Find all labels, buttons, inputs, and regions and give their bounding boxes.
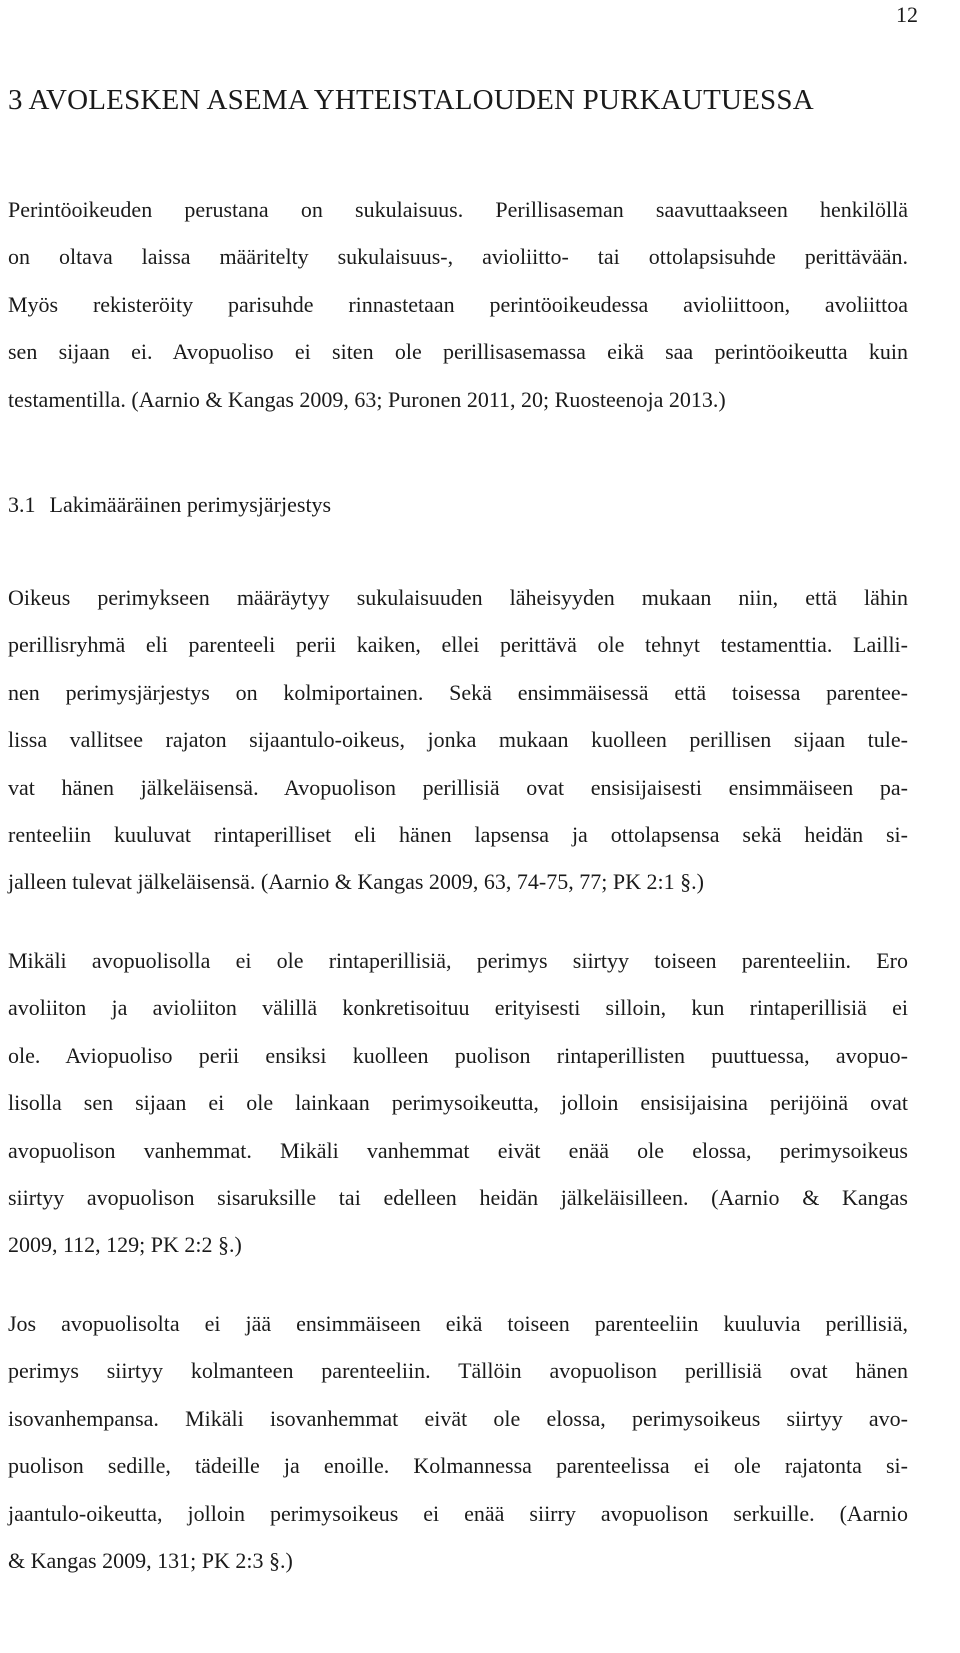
text-line: Jos avopuolisolta ei jää ensimmäiseen eikä toiseen parenteeliin kuuluvia perillisiä, xyxy=(8,1311,908,1336)
text-line: Perintöoikeuden perustana on sukulaisuus. Perillisaseman saavuttaakseen henkilöllä xyxy=(8,197,908,222)
text-line: avoliiton ja avioliiton välillä konkretisoituu erityisesti silloin, kun rintaperillisiä ei xyxy=(8,995,908,1021)
text-line: lissa vallitsee rajaton sijaantulo-oikeus, jonka mukaan kuolleen perillisen sijaan tule- xyxy=(8,727,908,753)
section-title-text: Lakimääräinen perimysjärjestys xyxy=(49,492,332,517)
section-number: 3.1 xyxy=(8,492,36,517)
text-line: sen sijaan ei. Avopuoliso ei siten ole perillisasemassa eikä saa perintöoikeutta kuin xyxy=(8,339,908,365)
text-line: perillisryhmä eli parenteeli perii kaiken, ellei perittävä ole tehnyt testamenttia. Lailli- xyxy=(8,632,908,658)
text-line: 2009, 112, 129; PK 2:2 §.) xyxy=(8,1232,242,1258)
text-line: isovanhempansa. Mikäli isovanhemmat eivät ole elossa, perimysoikeus siirtyy avo- xyxy=(8,1405,908,1431)
text-line: Mikäli avopuolisolla ei ole rintaperillisiä, perimys siirtyy toiseen parenteeliin. Ero xyxy=(8,948,908,973)
page-number: 12 xyxy=(896,2,918,27)
paragraph-inheritance-basis xyxy=(8,186,908,423)
text-line: vat hänen jälkeläisensä. Avopuolison perillisiä ovat ensisijaisesti ensimmäiseen pa- xyxy=(8,774,908,800)
text-line: testamentilla. (Aarnio & Kangas 2009, 63; Puronen 2011, 20; Ruosteenoja 2013.) xyxy=(8,386,726,412)
paragraph-second-parentele xyxy=(8,937,908,1269)
text-line: puolison sedille, tädeille ja enoille. Kolmannessa parenteelissa ei ole rajatonta si- xyxy=(8,1453,908,1479)
text-line: Myös rekisteröity parisuhde rinnastetaan perintöoikeudessa avioliittoon, avoliittoa xyxy=(8,291,908,317)
text-line: & Kangas 2009, 131; PK 2:3 §.) xyxy=(8,1548,293,1574)
paragraph-order-of-succession xyxy=(8,574,908,906)
text-line: perimys siirtyy kolmanteen parenteeliin. Tällöin avopuolison perillisiä ovat hänen xyxy=(8,1358,908,1384)
text-line: siirtyy avopuolison sisaruksille tai edelleen heidän jälkeläisilleen. (Aarnio & Kangas xyxy=(8,1185,908,1211)
text-line: jaantulo-oikeutta, jolloin perimysoikeus ei enää siirry avopuolison serkuille. (Aarnio xyxy=(8,1500,908,1526)
section-heading xyxy=(8,492,331,518)
text-line: jalleen tulevat jälkeläisensä. (Aarnio & Kangas 2009, 63, 74-75, 77; PK 2:1 §.) xyxy=(8,869,704,895)
text-line: avopuolison vanhemmat. Mikäli vanhemmat eivät enää ole elossa, perimysoikeus xyxy=(8,1137,908,1163)
chapter-title: 3 AVOLESKEN ASEMA YHTEISTALOUDEN PURKAUTUESSA xyxy=(8,84,814,116)
text-line: renteeliin kuuluvat rintaperilliset eli hänen lapsensa ja ottolapsensa sekä heidän si- xyxy=(8,822,908,848)
text-line: ole. Aviopuoliso perii ensiksi kuolleen puolison rintaperillisten puuttuessa, avopuo- xyxy=(8,1042,908,1068)
text-line: Oikeus perimykseen määräytyy sukulaisuuden läheisyyden mukaan niin, että lähin xyxy=(8,585,908,610)
paragraph-third-parentele xyxy=(8,1300,908,1584)
text-line: on oltava laissa määritelty sukulaisuus-, avioliitto- tai ottolapsisuhde perittävään. xyxy=(8,244,908,270)
text-line: lisolla sen sijaan ei ole lainkaan perimysoikeutta, jolloin ensisijaisina perijöinä ovat xyxy=(8,1090,908,1116)
text-line: nen perimysjärjestys on kolmiportainen. Sekä ensimmäisessä että toisessa parentee- xyxy=(8,679,908,705)
